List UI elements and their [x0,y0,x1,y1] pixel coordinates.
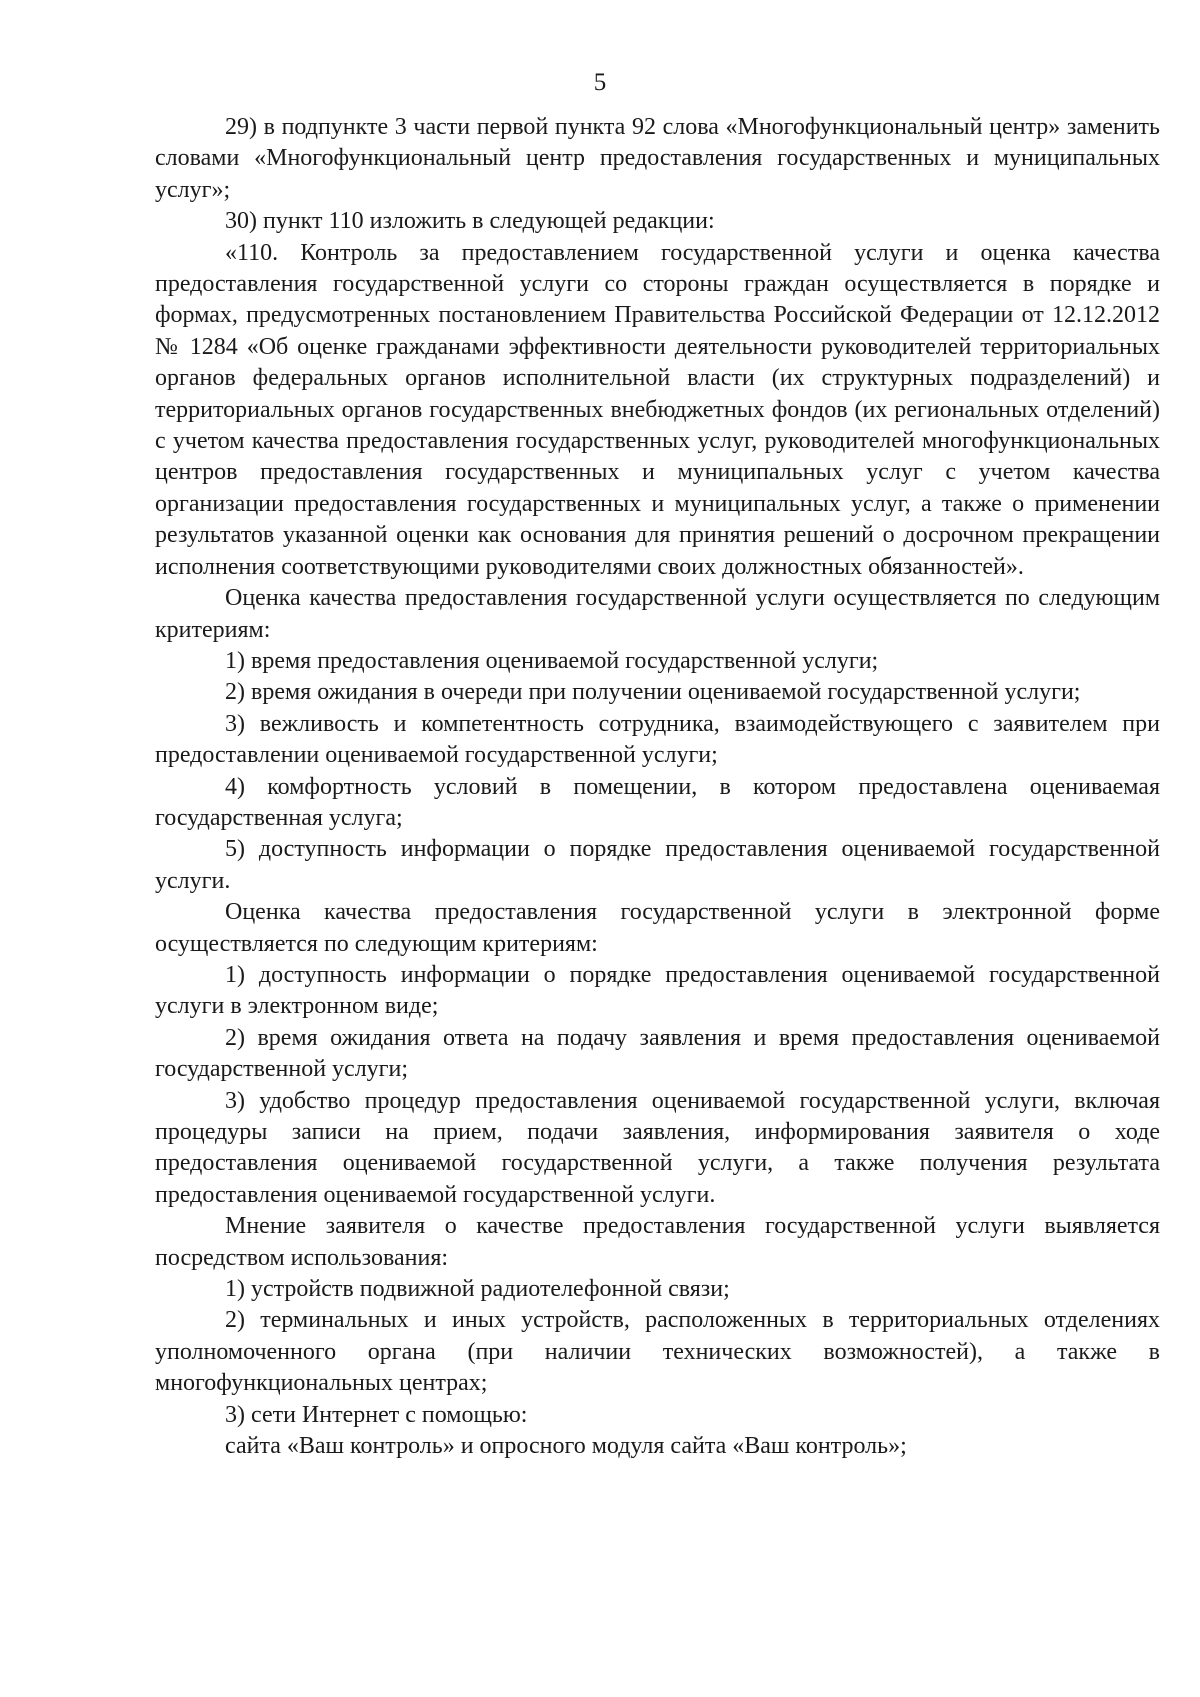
paragraph-point-110: «110. Контроль за предоставлением государственной услуги и оценка качества предоставления государственной услуги со стороны граждан осуществляется в порядке и формах, предусмотренных постановлением Правительства Российской Федерации от 12.12.2012 № 1284 «Об оценке гражданами эффективности деятельности руководителей территориальных органов федеральных органов исполнительной власти (их структурных подразделений) и территориальных органов государственных внебюджетных фондов (их региональных отделений) с учетом качества предоставления государственных услуг, руководителей многофункциональных центров предоставления государственных и муниципальных услуг с учетом качества организации предоставления государственных и муниципальных услуг, а также о применении результатов указанной оценки как основания для принятия решений о досрочном прекращении исполнения соответствующими руководителями своих должностных обязанностей». [155,239,1160,580]
criteria-item-5: 5) доступность информации о порядке предоставления оцениваемой государственной услуги. [155,836,1160,894]
paragraph-criteria-intro: Оценка качества предоставления государственной услуги осуществляется по следующим критериям: [155,585,1160,643]
opinion-item-3: 3) сети Интернет с помощью: [225,1401,528,1428]
opinion-item-1: 1) устройств подвижной радиотелефонной связи; [225,1276,730,1303]
electronic-criteria-item-2: 2) время ожидания ответа на подачу заявления и время предоставления оцениваемой государственной услуги; [155,1024,1160,1083]
criteria-item-1: 1) время предоставления оцениваемой государственной услуги; [225,647,879,674]
criteria-item-4: 4) комфортность условий в помещении, в котором предоставлена оцениваемая государственная услуга; [155,773,1160,831]
paragraph-electronic-criteria-intro: Оценка качества предоставления государственной услуги в электронной форме осуществляется по следующим критериям: [155,899,1160,957]
electronic-criteria-item-1: 1) доступность информации о порядке предоставления оцениваемой государственной услуги в электронном виде; [155,961,1160,1020]
opinion-item-2: 2) терминальных и иных устройств, расположенных в территориальных отделениях уполномоченного органа (при наличии технических возможностей), а также в многофункциональных центрах; [155,1307,1160,1397]
document-body [155,112,1160,1462]
electronic-criteria-item-3: 3) удобство процедур предоставления оцениваемой государственной услуги, включая процедуры записи на прием, подачи заявления, информирования заявителя о ходе предоставления оцениваемой государственной услуги, а также получения результата предоставления оцениваемой государственной услуги. [155,1087,1160,1208]
paragraph-opinion-intro: Мнение заявителя о качестве предоставления государственной услуги выявляется посредством использования: [155,1213,1160,1271]
criteria-item-2: 2) время ожидания в очереди при получении оцениваемой государственной услуги; [225,679,1081,706]
criteria-item-3: 3) вежливость и компетентность сотрудника, взаимодействующего с заявителем при предоставлении оцениваемой государственной услуги; [155,710,1160,769]
opinion-subitem-site: сайта «Ваш контроль» и опросного модуля сайта «Ваш контроль»; [225,1433,907,1460]
paragraph-item-30: 30) пункт 110 изложить в следующей редакции: [225,208,715,235]
page-number: 5 [593,69,607,96]
paragraph-item-29: 29) в подпункте 3 части первой пункта 92 слова «Многофункциональный центр» заменить словами «Многофункциональный центр предоставления государственных и муниципальных услуг»; [155,114,1160,203]
